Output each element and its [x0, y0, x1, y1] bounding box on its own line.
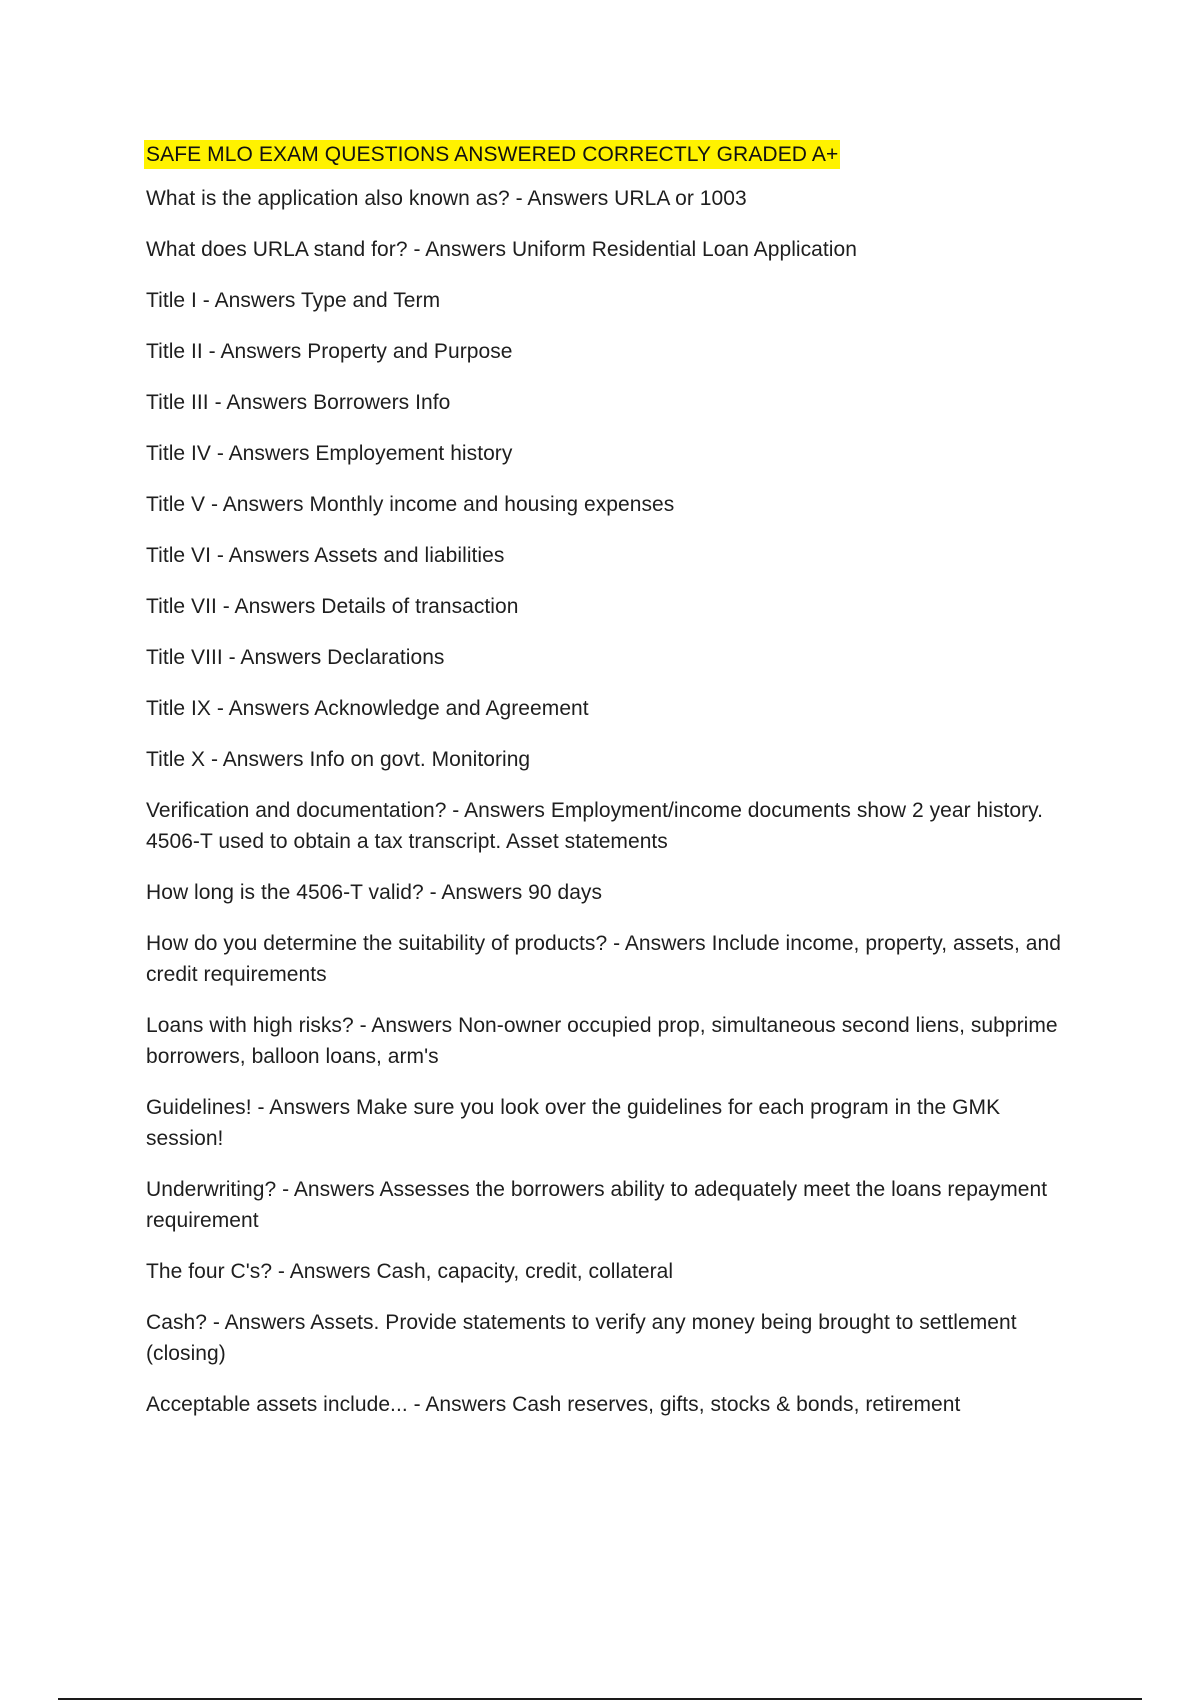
qa-entry: Title III - Answers Borrowers Info	[146, 391, 451, 414]
qa-list	[146, 183, 1076, 1420]
qa-entry: Verification and documentation? - Answers Employment/income documents show 2 year history. 4506-T used to obtain a tax transcript. Asset statements	[146, 799, 1044, 853]
qa-entry: Title VI - Answers Assets and liabilities	[146, 544, 505, 567]
qa-entry: What does URLA stand for? - Answers Uniform Residential Loan Application	[146, 238, 857, 261]
qa-entry: The four C's? - Answers Cash, capacity, credit, collateral	[146, 1260, 674, 1283]
document-title: SAFE MLO EXAM QUESTIONS ANSWERED CORRECTLY GRADED A+	[144, 140, 840, 169]
qa-entry: What is the application also known as? - Answers URLA or 1003	[146, 187, 747, 210]
document-page	[146, 140, 1076, 1440]
qa-entry: Title IX - Answers Acknowledge and Agreement	[146, 697, 589, 720]
qa-entry: Title V - Answers Monthly income and housing expenses	[146, 493, 675, 516]
qa-entry: Underwriting? - Answers Assesses the borrowers ability to adequately meet the loans repayment requirement	[146, 1178, 1048, 1232]
qa-entry: Cash? - Answers Assets. Provide statements to verify any money being brought to settlement (closing)	[146, 1311, 1017, 1365]
qa-entry: Acceptable assets include... - Answers Cash reserves, gifts, stocks & bonds, retirement	[146, 1393, 961, 1416]
qa-entry: Guidelines! - Answers Make sure you look over the guidelines for each program in the GMK session!	[146, 1096, 1001, 1150]
qa-entry: Title I - Answers Type and Term	[146, 289, 441, 312]
qa-entry: Title X - Answers Info on govt. Monitoring	[146, 748, 531, 771]
qa-entry: Loans with high risks? - Answers Non-owner occupied prop, simultaneous second liens, subprime borrowers, balloon loans, arm's	[146, 1014, 1058, 1068]
qa-entry: How do you determine the suitability of products? - Answers Include income, property, assets, and credit requirements	[146, 932, 1061, 986]
qa-entry: Title VIII - Answers Declarations	[146, 646, 445, 669]
qa-entry: Title VII - Answers Details of transaction	[146, 595, 519, 618]
qa-entry: Title II - Answers Property and Purpose	[146, 340, 513, 363]
qa-entry: How long is the 4506-T valid? - Answers 90 days	[146, 881, 603, 904]
qa-entry: Title IV - Answers Employement history	[146, 442, 513, 465]
